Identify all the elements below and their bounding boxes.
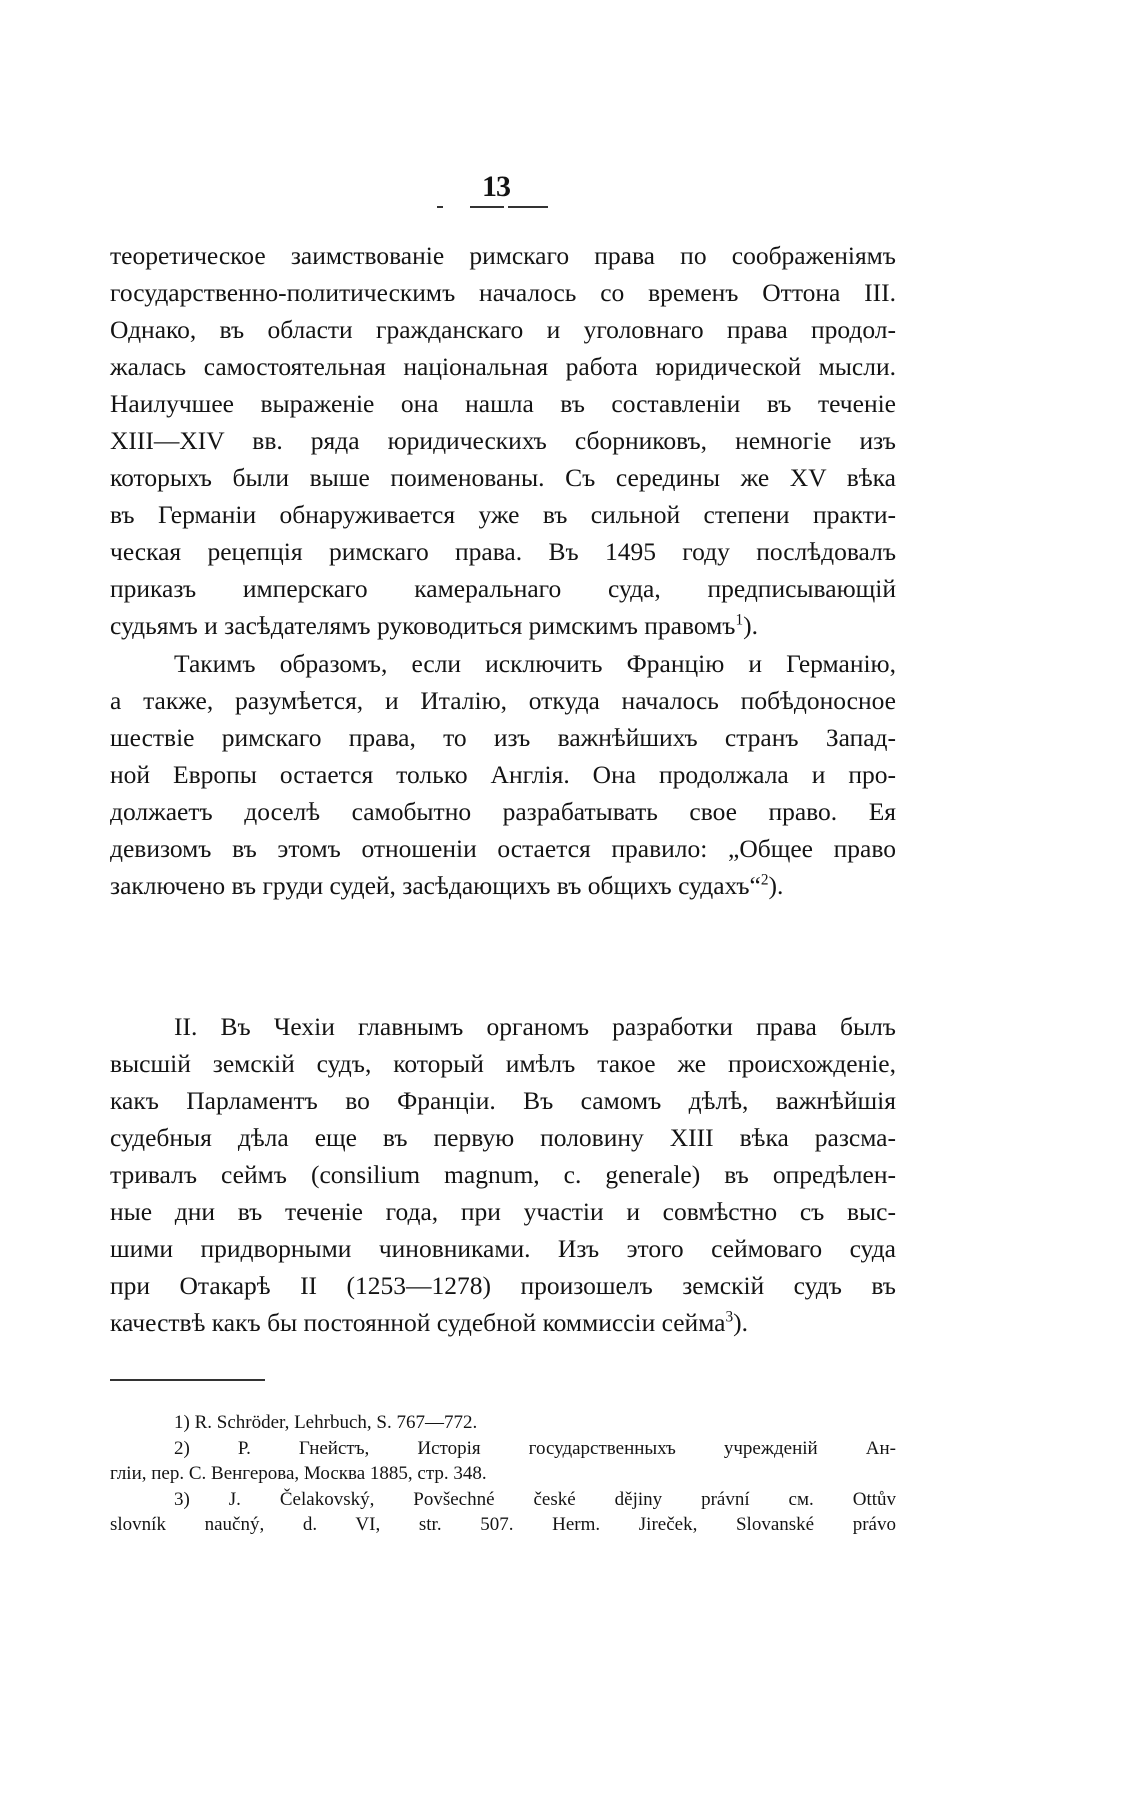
text-line: качествѣ какъ бы постоянной судебной коммиссіи сейма$^3$). xyxy=(110,1308,749,1337)
text-line: которыхъ были выше поименованы. Съ середины же XV вѣка xyxy=(110,463,896,492)
footnote-line: гліи, пер. С. Венгерова, Москва 1885, стр. 348. xyxy=(110,1463,487,1484)
text-line: девизомъ въ этомъ отношеніи остается правило: „Общее право xyxy=(110,834,896,863)
text-line: жалась самостоятельная національная работа юридической мысли. xyxy=(110,352,896,381)
page-number-rule xyxy=(470,206,504,208)
text-line: судьямъ и засѣдателямъ руководиться римскимъ правомъ$^1$). xyxy=(110,611,758,640)
footnote-line: 2) Р. Гнейстъ, Исторія государственныхъ учрежденій Ан- xyxy=(174,1437,896,1459)
footnote-line: 3) J. Čelakovský, Povšechné české dějiny právní см. Ottův xyxy=(174,1488,896,1510)
footnote-line: slovník naučný, d. VI, str. 507. Herm. Jireček, Slovanské právo xyxy=(110,1514,896,1535)
page-number-rule xyxy=(508,206,548,208)
footnote-line: 1) R. Schröder, Lehrbuch, S. 767—772. xyxy=(174,1412,478,1433)
text-line: шествіе римскаго права, то изъ важнѣйшихъ странъ Запад- xyxy=(110,723,896,752)
text-line: при Отакарѣ II (1253—1278) произошелъ земскій судъ въ xyxy=(110,1271,896,1300)
text-line: тривалъ сеймъ (consilium magnum, c. generale) въ опредѣлен- xyxy=(110,1160,896,1189)
text-line: высшій земскій судъ, который имѣлъ такое же происхожденіе, xyxy=(110,1049,896,1078)
text-line: заключено въ груди судей, засѣдающихъ въ общихъ судахъ“$^2$). xyxy=(110,871,784,900)
text-line: Такимъ образомъ, если исключить Францію и Германію, xyxy=(174,649,896,678)
paragraph-3 xyxy=(110,1008,896,1341)
page-number: 13 xyxy=(482,170,510,203)
paragraph-1 xyxy=(110,237,896,644)
footnotes xyxy=(110,1410,896,1538)
footnote-separator xyxy=(110,1379,265,1381)
text-line: судебныя дѣла еще въ первую половину XIII вѣка разсма- xyxy=(110,1123,896,1152)
text-line: теоретическое заимствованіе римскаго права по соображеніямъ xyxy=(110,241,896,270)
text-line: Однако, въ области гражданскаго и уголовнаго права продол- xyxy=(110,315,896,344)
text-line: въ Германіи обнаруживается уже въ сильной степени практи- xyxy=(110,500,896,529)
page-number-rule xyxy=(437,206,443,208)
text-line: II. Въ Чехіи главнымъ органомъ разработки права былъ xyxy=(174,1012,896,1041)
text-line: ной Европы остается только Англія. Она продолжала и про- xyxy=(110,760,896,789)
text-line: какъ Парламентъ во Франціи. Въ самомъ дѣлѣ, важнѣйшія xyxy=(110,1086,896,1115)
text-line: XIII—XIV вв. ряда юридическихъ сборниковъ, немногіе изъ xyxy=(110,426,896,455)
text-line: ческая рецепція римскаго права. Въ 1495 году послѣдовалъ xyxy=(110,537,896,566)
text-line: приказъ имперскаго камеральнаго суда, предписывающій xyxy=(110,574,896,603)
text-line: Наилучшее выраженіе она нашла въ составленіи въ теченіе xyxy=(110,389,896,418)
text-line: государственно-политическимъ началось со временъ Оттона III. xyxy=(110,278,896,307)
paragraph-2 xyxy=(110,645,896,904)
text-line: должаетъ доселѣ самобытно разрабатывать свое право. Ея xyxy=(110,797,896,826)
text-line: шими придворными чиновниками. Изъ этого сеймоваго суда xyxy=(110,1234,896,1263)
text-line: ные дни въ теченіе года, при участіи и совмѣстно съ выс- xyxy=(110,1197,896,1226)
text-line: а также, разумѣется, и Италію, откуда началось побѣдоносное xyxy=(110,686,896,715)
